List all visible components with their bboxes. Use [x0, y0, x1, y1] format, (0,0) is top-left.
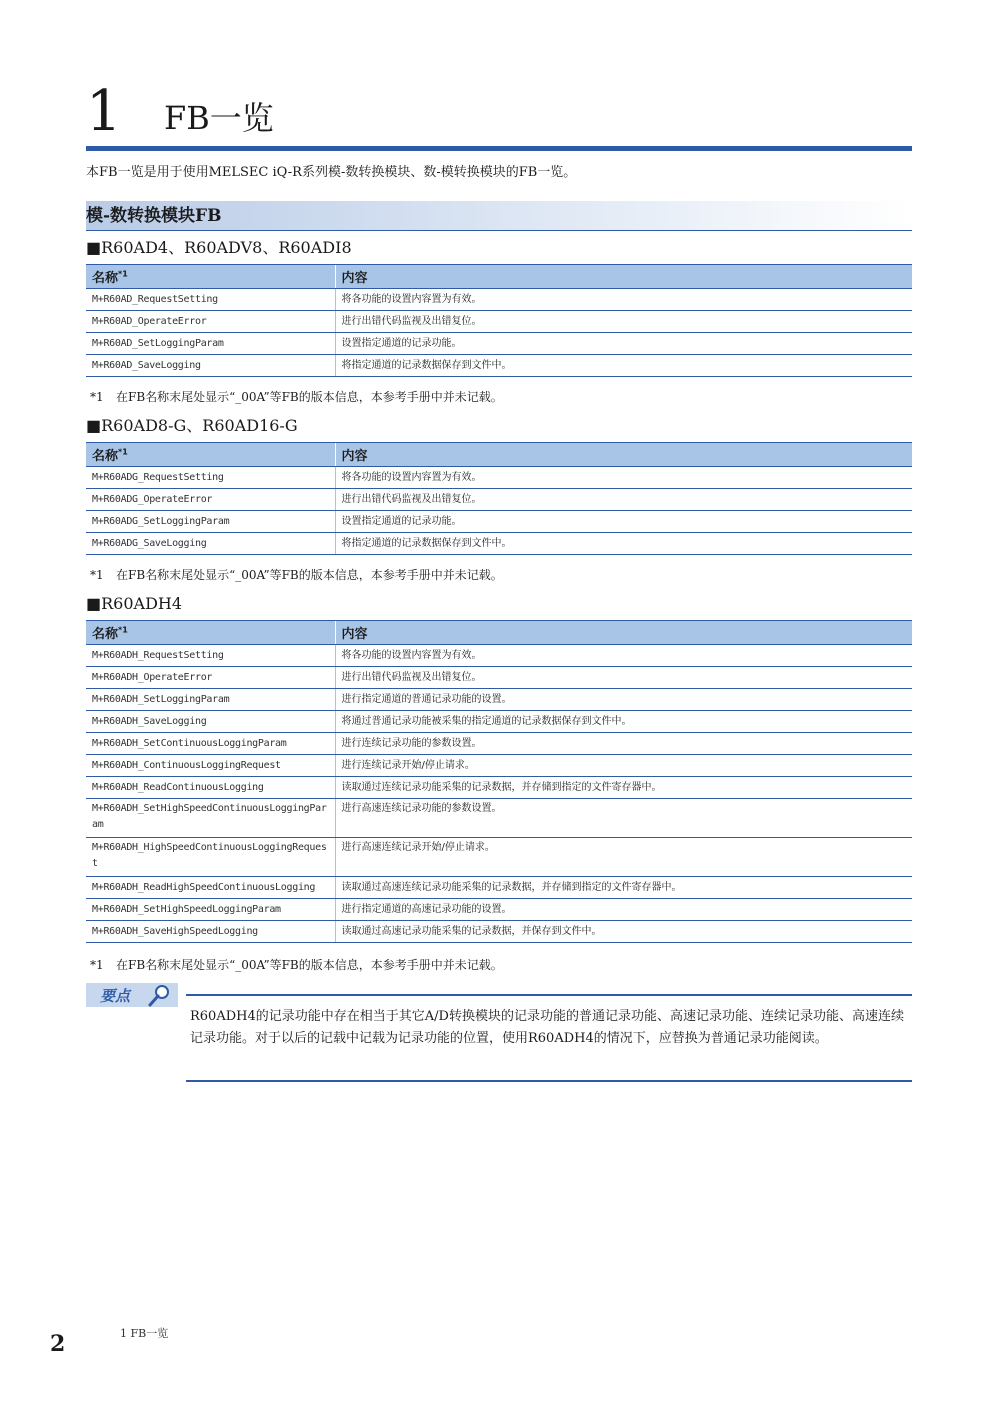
fb-name: M+R60ADH_ContinuousLoggingRequest — [86, 755, 335, 777]
fb-description: 进行指定通道的高速记录功能的设置。 — [335, 899, 912, 921]
fb-description: 将各功能的设置内容置为有效。 — [335, 645, 912, 667]
header-name-label: 名称 — [92, 627, 119, 642]
point-rule-bottom — [186, 1080, 912, 1082]
table-header-row — [86, 265, 912, 289]
fb-description: 读取通过连续记录功能采集的记录数据，并存储到指定的文件寄存器中。 — [335, 777, 912, 799]
fb-name: M+R60ADH_SetLoggingParam — [86, 689, 335, 711]
fb-description: 进行高速连续记录开始/停止请求。 — [335, 838, 912, 877]
fb-name: M+R60ADH_SaveHighSpeedLogging — [86, 921, 335, 943]
table-row — [86, 355, 912, 377]
table-row — [86, 799, 912, 838]
fb-description: 进行出错代码监视及出错复位。 — [335, 311, 912, 333]
table-row — [86, 311, 912, 333]
footnote — [90, 567, 503, 583]
header-name — [86, 265, 335, 289]
fb-name: M+R60ADH_ReadContinuousLogging — [86, 777, 335, 799]
footnote — [90, 389, 503, 405]
table-row — [86, 289, 912, 311]
fb-name: M+R60ADH_SetHighSpeedLoggingParam — [86, 899, 335, 921]
fb-description: 进行高速连续记录功能的参数设置。 — [335, 799, 912, 838]
fb-description: 将指定通道的记录数据保存到文件中。 — [335, 355, 912, 377]
table-row — [86, 755, 912, 777]
header-name-label: 名称 — [92, 449, 119, 464]
group-title: ■R60AD8-G、R60AD16-G — [86, 416, 298, 435]
fb-description: 进行连续记录功能的参数设置。 — [335, 733, 912, 755]
fb-name: M+R60ADH_HighSpeedContinuousLoggingRequest — [86, 838, 335, 877]
header-name-mark: *1 — [118, 269, 128, 279]
header-name — [86, 443, 335, 467]
table-row — [86, 921, 912, 943]
header-content: 内容 — [335, 621, 912, 645]
fb-table — [86, 264, 912, 377]
fb-name: M+R60ADH_OperateError — [86, 667, 335, 689]
header-name — [86, 621, 335, 645]
fb-description: 设置指定通道的记录功能。 — [335, 333, 912, 355]
fb-name: M+R60ADG_RequestSetting — [86, 467, 335, 489]
section-title: 模-数转换模块FB — [86, 206, 222, 226]
fb-name: M+R60ADH_ReadHighSpeedContinuousLogging — [86, 877, 335, 899]
table-row — [86, 777, 912, 799]
table-row — [86, 467, 912, 489]
table-row — [86, 489, 912, 511]
fb-description: 将各功能的设置内容置为有效。 — [335, 289, 912, 311]
fb-name: M+R60ADG_OperateError — [86, 489, 335, 511]
header-name-mark: *1 — [118, 447, 128, 457]
footnote-mark: *1 — [90, 568, 104, 582]
table-header-row — [86, 443, 912, 467]
page-number: 2 — [50, 1331, 66, 1357]
table-row — [86, 689, 912, 711]
point-label-box — [86, 983, 178, 1007]
group-title: ■R60AD4、R60ADV8、R60ADI8 — [86, 238, 352, 257]
fb-description: 进行指定通道的普通记录功能的设置。 — [335, 689, 912, 711]
fb-description: 进行连续记录开始/停止请求。 — [335, 755, 912, 777]
fb-name: M+R60ADH_RequestSetting — [86, 645, 335, 667]
header-name-mark: *1 — [118, 625, 128, 635]
fb-name: M+R60AD_SetLoggingParam — [86, 333, 335, 355]
footnote-text: 在FB名称末尾处显示“_00A”等FB的版本信息，本参考手册中并未记载。 — [116, 390, 503, 404]
fb-description: 进行出错代码监视及出错复位。 — [335, 667, 912, 689]
fb-name: M+R60ADG_SetLoggingParam — [86, 511, 335, 533]
table-row — [86, 511, 912, 533]
fb-name: M+R60AD_SaveLogging — [86, 355, 335, 377]
table-row — [86, 733, 912, 755]
running-footer: 1 FB一览 — [120, 1327, 169, 1340]
fb-description: 进行出错代码监视及出错复位。 — [335, 489, 912, 511]
footnote-text: 在FB名称末尾处显示“_00A”等FB的版本信息，本参考手册中并未记载。 — [116, 568, 503, 582]
intro-text: 本FB一览是用于使用MELSEC iQ-R系列模-数转换模块、数-模转换模块的FB一览。 — [86, 165, 577, 180]
magnifier-icon — [146, 983, 172, 1007]
footnote — [90, 957, 503, 973]
footnote-text: 在FB名称末尾处显示“_00A”等FB的版本信息，本参考手册中并未记载。 — [116, 958, 503, 972]
table-row — [86, 899, 912, 921]
fb-name: M+R60AD_RequestSetting — [86, 289, 335, 311]
table-row — [86, 333, 912, 355]
fb-name: M+R60ADH_SetContinuousLoggingParam — [86, 733, 335, 755]
table-header-row — [86, 621, 912, 645]
header-content: 内容 — [335, 443, 912, 467]
table-row — [86, 877, 912, 899]
fb-description: 读取通过高速记录功能采集的记录数据，并保存到文件中。 — [335, 921, 912, 943]
fb-table — [86, 620, 912, 943]
fb-description: 将各功能的设置内容置为有效。 — [335, 467, 912, 489]
fb-name: M+R60AD_OperateError — [86, 311, 335, 333]
chapter-rule — [86, 146, 912, 151]
fb-description: 将通过普通记录功能被采集的指定通道的记录数据保存到文件中。 — [335, 711, 912, 733]
point-label: 要点 — [100, 987, 131, 1005]
chapter-number: 1 — [86, 79, 122, 144]
chapter-title: FB一览 — [164, 99, 274, 137]
table-row — [86, 667, 912, 689]
table-row — [86, 533, 912, 555]
group-title: ■R60ADH4 — [86, 594, 183, 613]
point-text: R60ADH4的记录功能中存在相当于其它A/D转换模块的记录功能的普通记录功能、高速记录功能、连续记录功能、高速连续记录功能。对于以后的记载中记载为记录功能的位置，使用R60ADH4的情况下，应替换为普通记录功能阅读。 — [190, 1009, 904, 1046]
section-header — [86, 201, 912, 231]
header-content: 内容 — [335, 265, 912, 289]
table-row — [86, 711, 912, 733]
fb-name: M+R60ADH_SaveLogging — [86, 711, 335, 733]
fb-description: 将指定通道的记录数据保存到文件中。 — [335, 533, 912, 555]
table-row — [86, 838, 912, 877]
fb-table — [86, 442, 912, 555]
fb-description: 读取通过高速连续记录功能采集的记录数据，并存储到指定的文件寄存器中。 — [335, 877, 912, 899]
point-rule-top — [186, 994, 912, 996]
fb-name: M+R60ADH_SetHighSpeedContinuousLoggingParam — [86, 799, 335, 838]
footnote-mark: *1 — [90, 958, 104, 972]
fb-description: 设置指定通道的记录功能。 — [335, 511, 912, 533]
header-name-label: 名称 — [92, 271, 119, 286]
fb-name: M+R60ADG_SaveLogging — [86, 533, 335, 555]
footnote-mark: *1 — [90, 390, 104, 404]
table-row — [86, 645, 912, 667]
